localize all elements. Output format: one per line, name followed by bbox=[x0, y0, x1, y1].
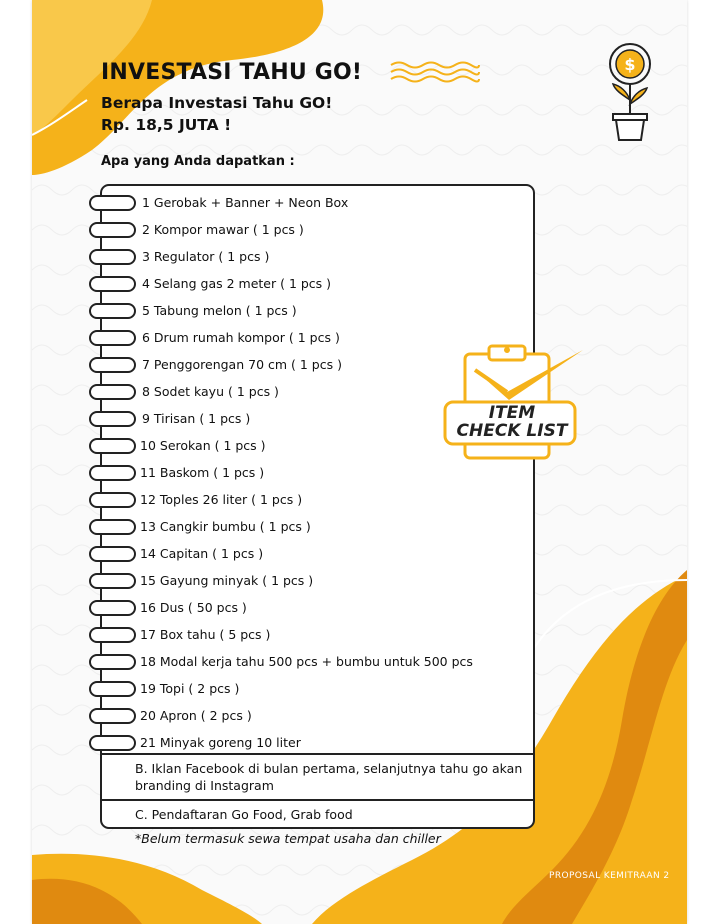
list-item: 15 Gayung minyak ( 1 pcs ) bbox=[140, 573, 314, 588]
wavy-lines-icon bbox=[389, 60, 481, 84]
list-item: 8 Sodet kayu ( 1 pcs ) bbox=[142, 384, 279, 399]
investment-subtitle: Berapa Investasi Tahu GO! bbox=[101, 94, 333, 112]
extra-item-c: C. Pendaftaran Go Food, Grab food bbox=[135, 807, 353, 822]
notebook-ring bbox=[89, 249, 136, 265]
list-item: 17 Box tahu ( 5 pcs ) bbox=[140, 627, 271, 642]
proposal-page bbox=[32, 0, 687, 924]
notebook-ring bbox=[89, 627, 136, 643]
notebook-ring bbox=[89, 411, 136, 427]
notebook-ring bbox=[89, 357, 136, 373]
list-item: 11 Baskom ( 1 pcs ) bbox=[140, 465, 265, 480]
notebook-ring bbox=[89, 573, 136, 589]
notebook-ring bbox=[89, 546, 136, 562]
notebook-ring bbox=[89, 735, 136, 751]
notebook-ring bbox=[89, 276, 136, 292]
list-item: 9 Tirisan ( 1 pcs ) bbox=[142, 411, 251, 426]
investment-price: Rp. 18,5 JUTA ! bbox=[101, 116, 232, 134]
list-item: 19 Topi ( 2 pcs ) bbox=[140, 681, 240, 696]
notebook-ring bbox=[89, 330, 136, 346]
notebook-ring bbox=[89, 195, 136, 211]
section-divider bbox=[100, 799, 535, 801]
list-item: 13 Cangkir bumbu ( 1 pcs ) bbox=[140, 519, 311, 534]
notebook-ring bbox=[89, 708, 136, 724]
extra-item-b: B. Iklan Facebook di bulan pertama, selanjutnya tahu go akan branding di Instagram bbox=[135, 761, 523, 793]
notebook-ring bbox=[89, 222, 136, 238]
list-item: 20 Apron ( 2 pcs ) bbox=[140, 708, 252, 723]
notebook-ring bbox=[89, 681, 136, 697]
list-item: 3 Regulator ( 1 pcs ) bbox=[142, 249, 270, 264]
page-title: INVESTASI TAHU GO! bbox=[101, 60, 363, 85]
svg-text:$: $ bbox=[624, 55, 636, 74]
notebook-ring bbox=[89, 384, 136, 400]
footnote: *Belum termasuk sewa tempat usaha dan chiller bbox=[135, 831, 441, 846]
notebook-ring bbox=[89, 519, 136, 535]
money-plant-icon bbox=[603, 42, 657, 142]
notebook-ring bbox=[89, 438, 136, 454]
badge-title-line1: ITEM bbox=[488, 403, 536, 423]
list-item: 5 Tabung melon ( 1 pcs ) bbox=[142, 303, 297, 318]
intro-label: Apa yang Anda dapatkan : bbox=[101, 154, 295, 169]
list-item: 2 Kompor mawar ( 1 pcs ) bbox=[142, 222, 304, 237]
notebook-ring bbox=[89, 654, 136, 670]
notebook-ring bbox=[89, 600, 136, 616]
notebook-ring bbox=[89, 492, 136, 508]
list-item: 18 Modal kerja tahu 500 pcs + bumbu untuk 500 pcs bbox=[140, 654, 473, 669]
list-item: 12 Toples 26 liter ( 1 pcs ) bbox=[140, 492, 303, 507]
section-divider bbox=[100, 753, 535, 755]
list-item: 10 Serokan ( 1 pcs ) bbox=[140, 438, 266, 453]
list-item: 21 Minyak goreng 10 liter bbox=[140, 735, 301, 750]
list-item: 4 Selang gas 2 meter ( 1 pcs ) bbox=[142, 276, 332, 291]
list-item: 16 Dus ( 50 pcs ) bbox=[140, 600, 247, 615]
list-item: 1 Gerobak + Banner + Neon Box bbox=[142, 195, 349, 210]
notebook-ring bbox=[89, 465, 136, 481]
badge-title-line2: CHECK LIST bbox=[456, 421, 568, 441]
footer-page-label: PROPOSAL KEMITRAAN 2 bbox=[549, 871, 670, 881]
list-item: 7 Penggorengan 70 cm ( 1 pcs ) bbox=[142, 357, 342, 372]
notebook-ring bbox=[89, 303, 136, 319]
list-item: 6 Drum rumah kompor ( 1 pcs ) bbox=[142, 330, 340, 345]
list-item: 14 Capitan ( 1 pcs ) bbox=[140, 546, 264, 561]
